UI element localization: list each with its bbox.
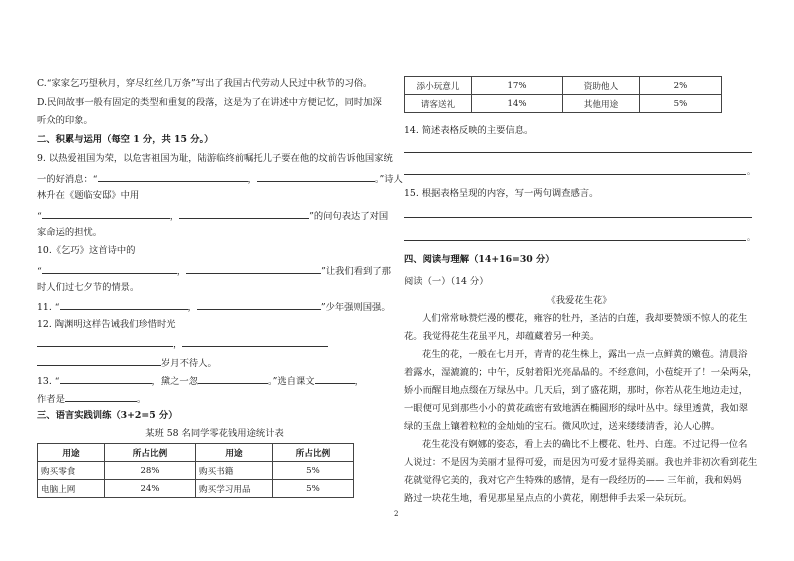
q11-blank-1[interactable] xyxy=(60,300,188,310)
option-c: C.“家家乞巧望秋月，穿尽红丝几万条”写出了我国古代劳动人民过中秋节的习俗。 xyxy=(37,78,373,89)
table-header: 用途 xyxy=(196,444,273,462)
section-4-heading: 四、阅读与理解（14+16=30 分） xyxy=(404,254,555,265)
passage-line: 人们常常咏赞烂漫的樱花，雍容的牡丹，圣洁的白莲，我却要赞颂不惊人的花生 xyxy=(422,313,748,324)
passage-line: 一眼便可见到那些小小的黄花疏密有致地洒在椭圆形的绿叶丛中。绿里透黄，我如翠 xyxy=(404,403,748,414)
q9-blank-1[interactable] xyxy=(98,172,248,182)
table-header: 所占比例 xyxy=(273,444,354,462)
q12-line1: 12. 陶渊明这样告诫我们珍惜时光 xyxy=(37,319,176,330)
reading-1-label: 阅读（一）（14 分） xyxy=(404,276,489,287)
q12-blank-3[interactable] xyxy=(37,356,161,366)
answer-line[interactable] xyxy=(404,217,752,218)
answer-line[interactable] xyxy=(404,152,752,153)
q10-line2: “ ， ”让我们看到了那 xyxy=(37,266,391,277)
passage-title: 《我爱花生花》 xyxy=(546,295,612,306)
passage-line: 花生的花，一般在七月开，青青的花生株上，露出一点一点鲜黄的嫩苞。清晨浴 xyxy=(422,349,748,360)
table-title: 某班 58 名同学零花钱用途统计表 xyxy=(145,428,284,439)
table-row: 购买零食 28% 购买书籍 5% xyxy=(38,462,354,480)
q9-blank-3[interactable] xyxy=(42,209,170,219)
option-d-line2: 听众的印象。 xyxy=(37,115,93,126)
q10-line3: 时人们过七夕节的情景。 xyxy=(37,282,140,293)
q9-line2: 一的好消息：“ ， 。”诗人 xyxy=(37,174,403,185)
q9-line4: “ ， ”的问句表达了对国 xyxy=(37,211,389,222)
q12-line2: ， xyxy=(37,337,328,351)
table-header: 用途 xyxy=(38,444,105,462)
q15: 15. 根据表格呈现的内容，写一两句调查感言。 xyxy=(404,188,599,199)
passage-line: 路过一块花生地，看见那星星点点的小黄花，刚想伸手去采一朵玩玩。 xyxy=(404,493,693,504)
q10-blank-2[interactable] xyxy=(186,264,321,274)
q13-blank-1[interactable] xyxy=(60,374,152,384)
period-mark: 。 xyxy=(747,167,755,176)
passage-line: 人说过：不是因为美丽才显得可爱，而是因为可爱才显得美丽。我也并非初次看到花生 xyxy=(404,457,758,468)
q14: 14. 简述表格反映的主要信息。 xyxy=(404,125,534,136)
q9-line3: 林升在《题临安邸》中用 xyxy=(37,190,140,201)
page-number: 2 xyxy=(394,510,399,518)
q10-line1: 10.《乞巧》这首诗中的 xyxy=(37,245,136,256)
q11: 11. “ ， ”少年强则国强。 xyxy=(37,302,391,313)
q13-line1: 13. “ ，黛之一忽 。”选自课文 ， xyxy=(37,376,364,387)
period-mark: 。 xyxy=(747,233,755,242)
q13-blank-4[interactable] xyxy=(65,392,137,402)
q9-line5: 家命运的担忧。 xyxy=(37,227,103,238)
q9-blank-4[interactable] xyxy=(179,209,309,219)
answer-line[interactable] xyxy=(404,174,746,175)
table-header: 所占比例 xyxy=(105,444,196,462)
spending-table-continued xyxy=(404,76,722,113)
q11-blank-2[interactable] xyxy=(197,300,321,310)
passage-line: 花就觉得它美的，我对它产生特殊的感情，是有一段经历的—— 三年前，我和妈妈 xyxy=(404,475,742,486)
q12-blank-1[interactable] xyxy=(37,337,173,347)
q10-blank-1[interactable] xyxy=(42,264,177,274)
table-row: 添小玩意儿 17% 资助他人 2% xyxy=(405,77,722,95)
section-2-heading: 二、积累与运用（每空 1 分，共 15 分。） xyxy=(37,134,214,145)
q9-line1: 9. 以热爱祖国为荣，以危害祖国为耻，陆游临终前嘱托儿子要在他的坟前告诉他国家统 xyxy=(37,153,393,164)
q12-line3: 岁月不待人。 xyxy=(37,356,217,370)
q13-line2: 作者是 。 xyxy=(37,394,147,405)
section-3-heading: 三、语言实践训练（3+2=5 分） xyxy=(37,410,178,421)
table-row: 请客送礼 14% 其他用途 5% xyxy=(405,95,722,113)
passage-line: 娇小而醒目地点缀在万绿丛中。几天后，到了盛花期，那时，你若从花生地边走过， xyxy=(404,385,748,396)
spending-table-top xyxy=(37,443,354,498)
option-d-line1: D.民间故事一般有固定的类型和重复的段落，这是为了在讲述中方便记忆，同时加深 xyxy=(37,97,382,108)
q13-blank-3[interactable] xyxy=(315,374,355,384)
passage-line: 绿的玉盘上镶着粒粒的金灿灿的宝石。微风吹过，送来缕缕清香，沁人心脾。 xyxy=(404,421,721,432)
passage-line: 着露水，湿漉漉的；中午，反射着阳光亮晶晶的。不经意间，小苞绽开了！一朵两朵， xyxy=(404,367,758,378)
answer-line[interactable] xyxy=(404,240,746,241)
passage-line: 花生花没有婀娜的姿态，看上去的确比不上樱花、牡丹、白莲。不过记得一位名 xyxy=(422,439,748,450)
passage-line: 花。我觉得花生花虽平凡，却蕴藏着另一种美。 xyxy=(404,331,600,342)
table-row: 电脑上网 24% 购买学习用品 5% xyxy=(38,480,354,498)
q9-blank-2[interactable] xyxy=(257,172,375,182)
q12-blank-2[interactable] xyxy=(182,337,328,347)
q13-blank-2[interactable] xyxy=(198,374,268,384)
